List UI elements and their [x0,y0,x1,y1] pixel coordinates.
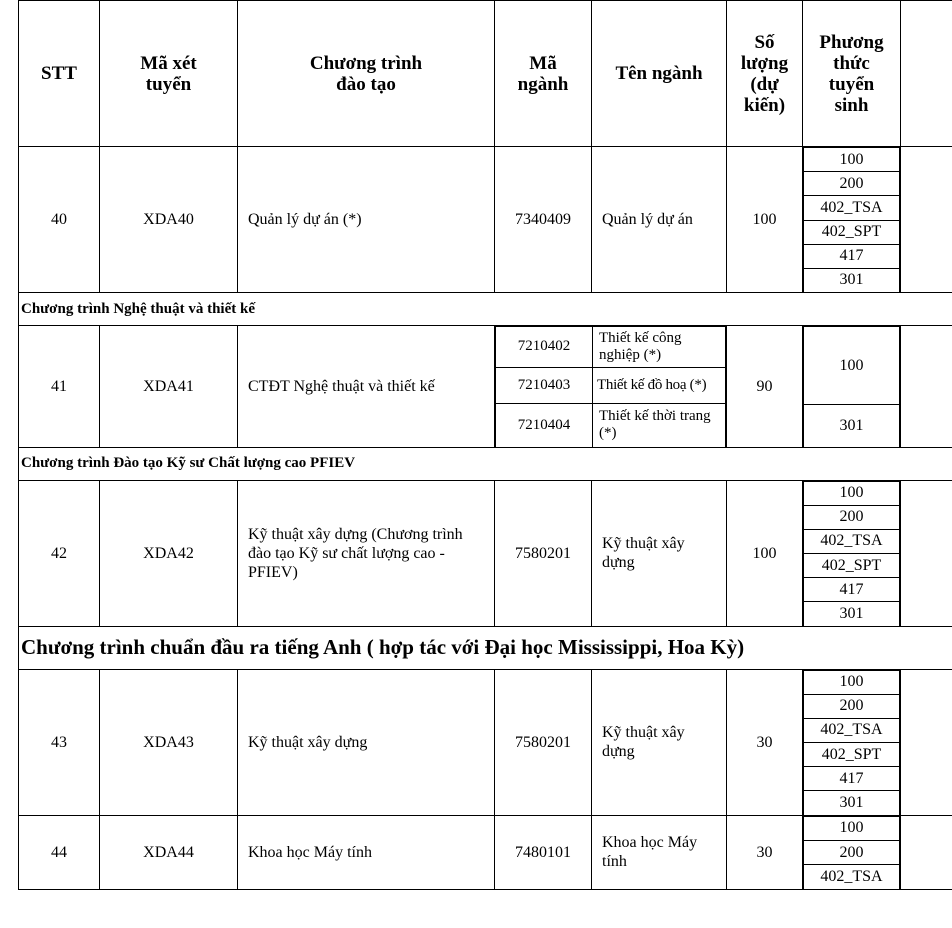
cell-ten-nganh: Kỹ thuật xây dựng [592,669,727,815]
section-row [19,293,952,326]
cell-ma: XDA41 [100,326,238,448]
method-item: 100 [804,670,900,694]
cell-ma-nganh: 7580201 [495,480,592,626]
cell-ma: XDA42 [100,480,238,626]
cell-ma: XDA43 [100,669,238,815]
cell-stt: 42 [19,480,100,626]
method-item: 301 [804,602,900,626]
sub-ma-nganh: 7210404 [496,404,593,447]
table-row [19,147,952,293]
method-item: 100 [804,816,900,840]
table-row [19,669,952,815]
section-row [19,447,952,480]
methods-list [803,326,900,447]
header-extra [901,1,952,147]
cell-methods [803,815,901,889]
cell-sub-majors [495,326,727,448]
cell-ctdt: CTĐT Nghệ thuật và thiết kế [238,326,495,448]
method-item: 402_SPT [804,554,900,578]
cell-so-luong: 30 [727,815,803,889]
method-item: 402_SPT [804,220,900,244]
method-item: 200 [804,694,900,718]
cell-ctdt: Khoa học Máy tính [238,815,495,889]
method-item: 100 [804,481,900,505]
sub-ma-nganh: 7210403 [496,367,593,404]
method-item: 200 [804,172,900,196]
cell-methods [803,147,901,293]
methods-list [803,147,900,292]
method-item: 301 [804,791,900,815]
cell-ma-nganh: 7580201 [495,669,592,815]
cell-ten-nganh: Khoa học Máy tính [592,815,727,889]
cell-ma-nganh: 7340409 [495,147,592,293]
section-title-art: Chương trình Nghệ thuật và thiết kế [19,293,952,326]
cell-so-luong: 90 [727,326,803,448]
header-ma-xet-tuyen: Mã xét tuyển [100,1,238,147]
cell-ma: XDA40 [100,147,238,293]
method-item: 402_SPT [804,743,900,767]
header-so-luong: Số lượng (dự kiến) [727,1,803,147]
header-stt: STT [19,1,100,147]
cell-ctdt: Kỹ thuật xây dựng [238,669,495,815]
table-row [19,480,952,626]
cell-methods [803,480,901,626]
cell-methods [803,669,901,815]
cell-ten-nganh: Quản lý dự án [592,147,727,293]
method-item: 402_TSA [804,196,900,220]
header-chuong-trinh: Chương trình đào tạo [238,1,495,147]
method-item: 417 [804,244,900,268]
admissions-table [18,0,952,890]
cell-so-luong: 100 [727,480,803,626]
cell-stt: 44 [19,815,100,889]
header-ten-nganh: Tên ngành [592,1,727,147]
cell-ma-nganh: 7480101 [495,815,592,889]
method-item: 402_TSA [804,718,900,742]
header-phuong-thuc: Phương thức tuyển sinh [803,1,901,147]
cell-so-luong: 30 [727,669,803,815]
table-row [19,326,952,448]
table-header-row [19,1,952,147]
cell-ma: XDA44 [100,815,238,889]
method-item: 100 [804,148,900,172]
method-item: 200 [804,840,900,864]
sub-ma-nganh: 7210402 [496,327,593,368]
cell-so-luong: 100 [727,147,803,293]
sub-majors [495,326,726,447]
sub-ten-nganh: Thiết kế đồ hoạ (*) [593,367,726,404]
header-ma-nganh: Mã ngành [495,1,592,147]
methods-list [803,481,900,626]
method-item: 200 [804,505,900,529]
cell-stt: 41 [19,326,100,448]
method-item: 301 [804,405,900,447]
section-title-pfiev: Chương trình Đào tạo Kỹ sư Chất lượng cao PFIEV [19,447,952,480]
cell-ten-nganh: Kỹ thuật xây dựng [592,480,727,626]
sub-ten-nganh: Thiết kế công nghiệp (*) [593,327,726,368]
methods-list [803,816,900,889]
methods-list [803,670,900,815]
method-item: 417 [804,767,900,791]
cell-ctdt: Kỹ thuật xây dựng (Chương trình đào tạo Kỹ sư chất lượng cao - PFIEV) [238,480,495,626]
cell-stt: 43 [19,669,100,815]
sub-ten-nganh: Thiết kế thời trang (*) [593,404,726,447]
section-row [19,626,952,669]
method-item: 402_TSA [804,865,900,889]
cell-methods [803,326,901,448]
cell-ctdt: Quản lý dự án (*) [238,147,495,293]
table-row [19,815,952,889]
cell-stt: 40 [19,147,100,293]
method-item: 402_TSA [804,529,900,553]
method-item: 417 [804,578,900,602]
section-title-english: Chương trình chuẩn đầu ra tiếng Anh ( hợp tác với Đại học Mississippi, Hoa Kỳ) [19,626,952,669]
method-item: 100 [804,327,900,405]
method-item: 301 [804,268,900,292]
